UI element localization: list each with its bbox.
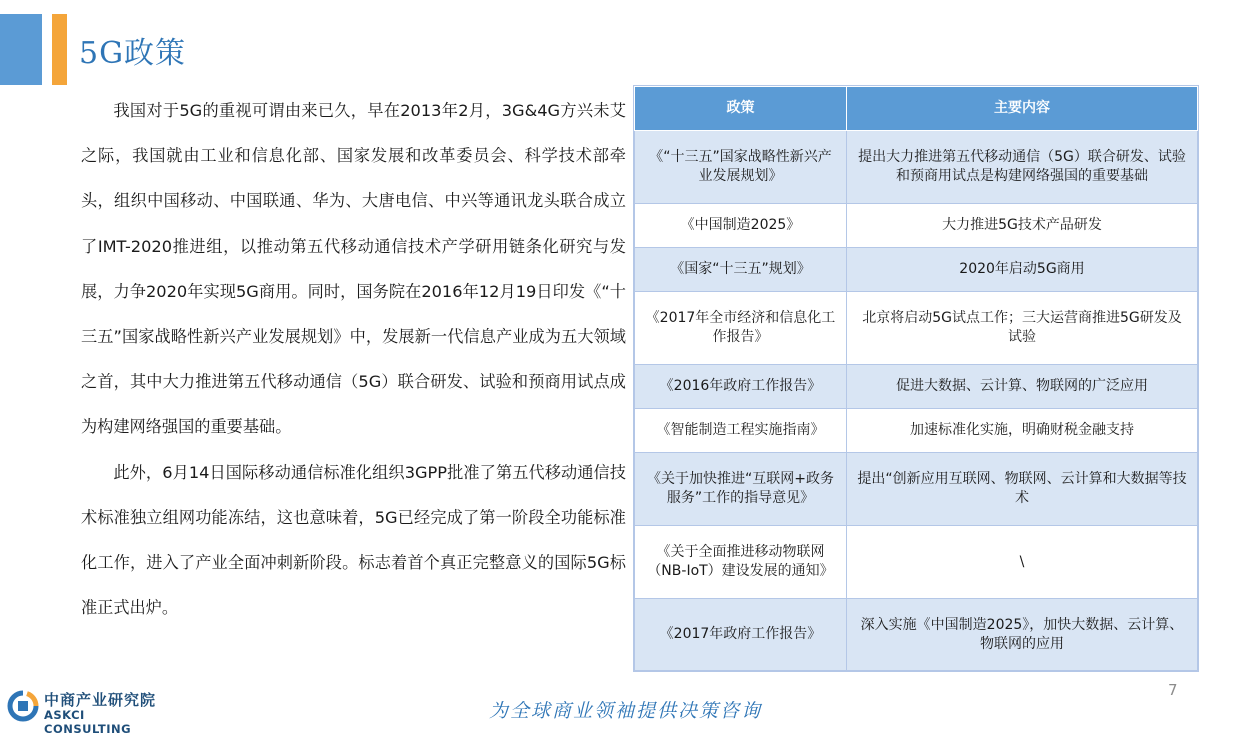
table-row bbox=[635, 131, 1198, 204]
content-cell: 加速标准化实施，明确财税金融支持 bbox=[847, 409, 1198, 453]
policy-table bbox=[634, 86, 1198, 671]
policy-cell: 《关于加快推进“互联网+政务服务”工作的指导意见》 bbox=[635, 453, 847, 526]
table-row bbox=[635, 526, 1198, 599]
logo-mark-icon bbox=[6, 690, 40, 722]
policy-cell: 《国家“十三五”规划》 bbox=[635, 248, 847, 292]
logo-english-name: ASKCI CONSULTING bbox=[44, 708, 132, 736]
page-title: 5G政策 bbox=[79, 36, 187, 71]
company-logo bbox=[6, 688, 176, 736]
page-number: 7 bbox=[1168, 681, 1178, 699]
table-row bbox=[635, 599, 1198, 671]
content-cell: \ bbox=[847, 526, 1198, 599]
content-cell: 北京将启动5G试点工作；三大运营商推进5G研发及试验 bbox=[847, 292, 1198, 365]
content-cell: 提出大力推进第五代移动通信（5G）联合研发、试验和预商用试点是构建网络强国的重要基础 bbox=[847, 131, 1198, 204]
header-content: 主要内容 bbox=[847, 87, 1198, 131]
table-row bbox=[635, 453, 1198, 526]
content-cell: 大力推进5G技术产品研发 bbox=[847, 204, 1198, 248]
title-accent-bar-orange bbox=[52, 14, 67, 85]
table-row bbox=[635, 409, 1198, 453]
table-row bbox=[635, 204, 1198, 248]
policy-cell: 《2016年政府工作报告》 bbox=[635, 365, 847, 409]
policy-cell: 《2017年全市经济和信息化工作报告》 bbox=[635, 292, 847, 365]
table-row bbox=[635, 248, 1198, 292]
paragraph-2: 此外，6月14日国际移动通信标准化组织3GPP批准了第五代移动通信技术标准独立组网功能冻结，这也意味着，5G已经完成了第一阶段全功能标准化工作，进入了产业全面冲刺新阶段。标志着首个真正完整意义的国际5G标准正式出炉。 bbox=[81, 462, 626, 618]
content-cell: 促进大数据、云计算、物联网的广泛应用 bbox=[847, 365, 1198, 409]
policy-cell: 《2017年政府工作报告》 bbox=[635, 599, 847, 671]
table-header-row bbox=[635, 87, 1198, 131]
footer-slogan: 为全球商业领袖提供决策咨询 bbox=[488, 700, 762, 722]
header-policy: 政策 bbox=[635, 87, 847, 131]
content-cell: 2020年启动5G商用 bbox=[847, 248, 1198, 292]
table-row bbox=[635, 365, 1198, 409]
policy-cell: 《“十三五”国家战略性新兴产业发展规划》 bbox=[635, 131, 847, 204]
policy-cell: 《关于全面推进移动物联网（NB-IoT）建设发展的通知》 bbox=[635, 526, 847, 599]
policy-cell: 《中国制造2025》 bbox=[635, 204, 847, 248]
body-text bbox=[81, 88, 626, 630]
policy-cell: 《智能制造工程实施指南》 bbox=[635, 409, 847, 453]
logo-chinese-name: 中商产业研究院 bbox=[44, 691, 157, 709]
table-row bbox=[635, 292, 1198, 365]
paragraph-1: 我国对于5G的重视可谓由来已久，早在2013年2月，3G&4G方兴未艾之际，我国就由工业和信息化部、国家发展和改革委员会、科学技术部牵头，组织中国移动、中国联通、华为、大唐电信、中兴等通讯龙头联合成立了IMT-2020推进组，以推动第五代移动通信技术产学研用链条化研究与发展，力争2020年实现5G商用。同时，国务院在2016年12月19日印发《“十三五”国家战略性新兴产业发展规划》中，发展新一代信息产业成为五大领域之首，其中大力推进第五代移动通信（5G）联合研发、试验和预商用试点成为构建网络强国的重要基础。 bbox=[81, 101, 626, 437]
content-cell: 提出“创新应用互联网、物联网、云计算和大数据等技术 bbox=[847, 453, 1198, 526]
content-cell: 深入实施《中国制造2025》，加快大数据、云计算、物联网的应用 bbox=[847, 599, 1198, 671]
title-accent-bar-blue bbox=[0, 14, 42, 85]
